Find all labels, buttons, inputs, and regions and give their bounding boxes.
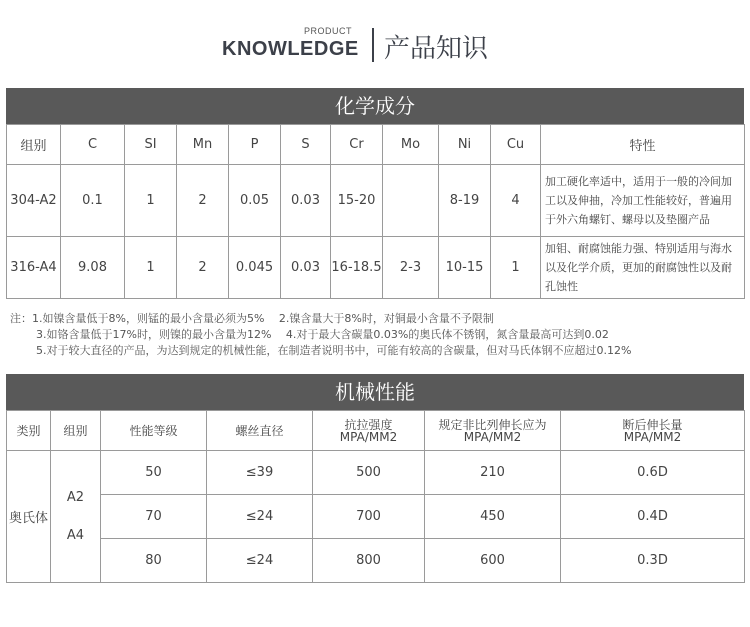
mech-group-a4: A4 <box>66 527 85 543</box>
chem-cell-c: 0.1 <box>61 165 125 237</box>
mech-header-yield-line2: MPA/MM2 <box>463 429 522 444</box>
mech-cell-grade: 70 <box>101 495 207 539</box>
mech-header-yield <box>425 411 561 451</box>
mech-cell-yield: 210 <box>425 451 561 495</box>
mech-row <box>7 539 745 583</box>
chem-header-cell: SI <box>125 125 177 165</box>
page-header <box>0 22 750 66</box>
header-divider <box>372 28 374 62</box>
mech-header-category: 类别 <box>7 411 51 451</box>
chem-cell-s: 0.03 <box>281 165 331 237</box>
mech-header-tensile <box>313 411 425 451</box>
note-line: 3.如铬含量低于17%时，则镍的最小含量为12% 4.对于最大含碳量0.03%的奥氏体不锈钢，氮含量最高可达到0.02 <box>36 328 609 341</box>
chem-cell-ni: 10-15 <box>439 237 491 299</box>
chem-header-cell: 特性 <box>541 125 745 165</box>
chem-cell-p: 0.05 <box>229 165 281 237</box>
mech-cell-category: 奥氏体 <box>7 451 51 583</box>
mech-cell-elong: 0.6D <box>561 451 745 495</box>
chem-header-cell: Cu <box>491 125 541 165</box>
chem-cell-si: 1 <box>125 165 177 237</box>
chem-header-cell: Cr <box>331 125 383 165</box>
chem-cell-cu: 4 <box>491 165 541 237</box>
mech-cell-yield: 600 <box>425 539 561 583</box>
mech-header-group: 组别 <box>51 411 101 451</box>
mech-cell-elong: 0.3D <box>561 539 745 583</box>
header-en-small: PRODUCT <box>304 26 352 36</box>
chem-row <box>7 165 745 237</box>
mech-cell-diameter: ≤39 <box>207 451 313 495</box>
mech-cell-tensile: 800 <box>313 539 425 583</box>
chem-header-cell: 组别 <box>7 125 61 165</box>
mech-header-grade: 性能等级 <box>101 411 207 451</box>
chem-header-cell: Mn <box>177 125 229 165</box>
mech-header-elong <box>561 411 745 451</box>
mech-cell-group <box>51 451 101 583</box>
chem-cell-p: 0.045 <box>229 237 281 299</box>
mech-cell-grade: 80 <box>101 539 207 583</box>
chem-cell-mo: 2-3 <box>383 237 439 299</box>
mech-row <box>7 451 745 495</box>
chem-cell-cu: 1 <box>491 237 541 299</box>
chem-header-cell: Ni <box>439 125 491 165</box>
chem-cell-feature: 加钼、耐腐蚀能力强、特别适用与海水以及化学介质，更加的耐腐蚀性以及耐孔蚀性 <box>541 237 745 299</box>
mech-cell-tensile: 700 <box>313 495 425 539</box>
mech-cell-tensile: 500 <box>313 451 425 495</box>
note-line: 注：1.如镍含量低于8%，则锰的最小含量必须为5% 2.镍含量大于8%时，对铜最小含量不予限制 <box>10 312 494 325</box>
chem-cell-ni: 8-19 <box>439 165 491 237</box>
chem-section-title: 化学成分 <box>6 88 744 124</box>
header-cn-title: 产品知识 <box>384 34 489 64</box>
chem-cell-si: 1 <box>125 237 177 299</box>
mech-section-title: 机械性能 <box>6 374 744 410</box>
chem-cell-group: 304-A2 <box>7 165 61 237</box>
chem-header-cell: Mo <box>383 125 439 165</box>
mech-header-elong-line2: MPA/MM2 <box>623 429 682 444</box>
chem-cell-group: 316-A4 <box>7 237 61 299</box>
chem-cell-mn: 2 <box>177 237 229 299</box>
chem-cell-mn: 2 <box>177 165 229 237</box>
mech-cell-diameter: ≤24 <box>207 539 313 583</box>
chem-cell-s: 0.03 <box>281 237 331 299</box>
mech-header-diameter: 螺丝直径 <box>207 411 313 451</box>
chem-table <box>6 124 745 299</box>
chem-cell-mo <box>383 165 439 237</box>
mech-row <box>7 495 745 539</box>
mech-group-a2: A2 <box>66 489 85 505</box>
chem-cell-c: 9.08 <box>61 237 125 299</box>
mech-header-tensile-line1: 抗拉强度 <box>344 417 393 432</box>
chem-cell-feature: 加工硬化率适中，适用于一般的冷间加工以及伸抽，冷加工性能较好，普遍用于外六角螺钉、螺母以及垫圈产品 <box>541 165 745 237</box>
chem-row <box>7 237 745 299</box>
chem-header-cell: S <box>281 125 331 165</box>
mech-header-elong-line1: 断后伸长量 <box>622 417 683 432</box>
note-line: 5.对于较大直径的产品，为达到规定的机械性能，在制造者说明书中，可能有较高的含碳量，但对马氏体钢不应超过0.12% <box>36 344 632 357</box>
chem-cell-cr: 15-20 <box>331 165 383 237</box>
mech-header-tensile-line2: MPA/MM2 <box>339 429 398 444</box>
mech-header-yield-line1: 规定非比列伸长应为 <box>438 417 547 432</box>
mech-cell-grade: 50 <box>101 451 207 495</box>
chem-notes <box>10 311 631 359</box>
mech-table <box>6 410 745 583</box>
mech-header-row <box>7 411 745 451</box>
chem-header-cell: P <box>229 125 281 165</box>
chem-header-row <box>7 125 745 165</box>
chem-header-cell: C <box>61 125 125 165</box>
mech-cell-elong: 0.4D <box>561 495 745 539</box>
mech-cell-yield: 450 <box>425 495 561 539</box>
header-en-title: KNOWLEDGE <box>222 38 359 60</box>
chem-cell-cr: 16-18.5 <box>331 237 383 299</box>
mech-cell-diameter: ≤24 <box>207 495 313 539</box>
